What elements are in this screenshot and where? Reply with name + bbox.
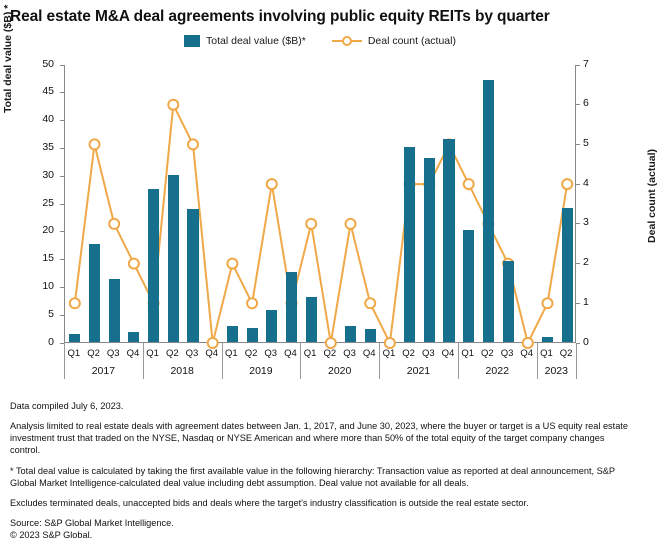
y-tickmark-left-15 [60, 259, 64, 260]
bar-2 [109, 279, 120, 342]
y-tick-left-35: 35 [42, 140, 54, 153]
year-label-2020: 2020 [328, 364, 352, 377]
y-tick-right-7: 7 [583, 57, 589, 70]
x-tick-12: Q1 [303, 347, 317, 359]
deal-count-marker-24 [543, 298, 553, 308]
y-tick-left-10: 10 [42, 279, 54, 292]
year-separator-2019 [222, 343, 223, 379]
deal-count-marker-20 [464, 179, 474, 189]
x-tick-0: Q1 [67, 347, 81, 359]
chart-legend [0, 35, 640, 47]
deal-count-marker-5 [168, 99, 178, 109]
x-tick-9: Q2 [244, 347, 258, 359]
y-tickmark-right-1 [576, 303, 580, 304]
bar-11 [286, 272, 297, 342]
year-label-2023: 2023 [544, 364, 568, 377]
year-separator-2020 [300, 343, 301, 379]
year-separator-2018 [143, 343, 144, 379]
bar-20 [463, 230, 474, 341]
bar-12 [306, 297, 317, 341]
footnote-deal-value: * Total deal value is calculated by taking the first available value in the following hierarchy: Transaction value as reported at deal announcement, S&P Global Market Intelligence-calculated deal value including debt assumption. Deal value not available for all deals. [10, 465, 615, 488]
x-tick-1: Q2 [87, 347, 100, 359]
deal-count-marker-25 [562, 179, 572, 189]
y-tickmark-right-2 [576, 263, 580, 264]
bar-22 [503, 261, 514, 342]
x-tick-8: Q1 [225, 347, 238, 359]
deal-count-marker-6 [188, 139, 198, 149]
bar-5 [168, 175, 179, 342]
y-tickmark-left-25 [60, 204, 64, 205]
bar-1 [89, 244, 100, 341]
x-tick-7: Q4 [205, 347, 219, 359]
bar-6 [187, 209, 198, 341]
year-separator-2021 [379, 343, 380, 379]
x-tick-20: Q1 [461, 347, 475, 359]
year-label-2017: 2017 [91, 364, 116, 377]
x-axis-end-tick [576, 343, 577, 379]
y-tickmark-left-30 [60, 176, 64, 177]
plot-region [64, 65, 576, 343]
y-tickmark-left-10 [60, 287, 64, 288]
x-tick-23: Q4 [520, 347, 534, 359]
x-tick-21: Q2 [481, 347, 494, 359]
deal-count-marker-1 [90, 139, 100, 149]
y-tickmark-left-20 [60, 231, 64, 232]
year-separator-2023 [537, 343, 538, 379]
y-tickmark-right-3 [576, 223, 580, 224]
footnotes [10, 400, 630, 541]
x-tick-18: Q3 [421, 347, 435, 359]
footnote-compiled: Data compiled July 6, 2023. [10, 401, 124, 411]
y-tickmark-left-40 [60, 120, 64, 121]
y-tick-right-3: 3 [583, 216, 589, 229]
deal-count-marker-14 [346, 218, 356, 228]
x-tick-13: Q2 [323, 347, 337, 359]
y-tick-left-15: 15 [42, 252, 54, 265]
y-tickmark-right-4 [576, 184, 580, 185]
bar-24 [542, 337, 553, 341]
page-title: Real estate M&A deal agreements involving public equity REITs by quarter [10, 8, 550, 25]
footnote-source: Source: S&P Global Market Intelligence. [10, 517, 174, 528]
year-label-2018: 2018 [170, 364, 194, 377]
x-tick-5: Q2 [165, 347, 179, 359]
y-tick-left-25: 25 [42, 196, 54, 209]
x-tick-6: Q3 [185, 347, 199, 359]
deal-count-marker-13 [326, 338, 336, 348]
bar-25 [562, 208, 573, 341]
deal-count-marker-16 [385, 338, 395, 348]
footnote-analysis: Analysis limited to real estate deals with agreement dates between Jan. 1, 2017, and June 30, 2023, where the buyer or target is a US equity real estate investment trust that traded on the NYSE, Nasdaq or NYSE American and where more than 50% of the total equity of the target company changes control. [10, 421, 628, 456]
y-tick-left-0: 0 [48, 335, 54, 348]
year-separator-2022 [458, 343, 459, 379]
deal-count-marker-15 [365, 298, 375, 308]
x-tick-22: Q3 [500, 347, 514, 359]
y-tick-right-6: 6 [583, 97, 589, 110]
y-tickmark-right-6 [576, 104, 580, 105]
x-axis-end-tick [64, 343, 65, 379]
x-tick-3: Q4 [126, 347, 140, 359]
year-label-2021: 2021 [406, 364, 431, 377]
legend-item-bar [184, 35, 306, 47]
y-tick-left-50: 50 [42, 57, 54, 70]
bar-8 [227, 326, 238, 342]
bar-0 [69, 334, 80, 341]
bar-9 [247, 328, 258, 342]
footnote-exclusions: Excludes terminated deals, unaccepted bids and deals where the target's industry classification is outside the real estate sector. [10, 497, 529, 508]
line-series-overlay [65, 65, 577, 343]
legend-line-label: Deal count (actual) [367, 34, 456, 47]
legend-bar-swatch [184, 35, 200, 47]
bar-19 [443, 139, 454, 342]
y-tickmark-left-5 [60, 315, 64, 316]
x-tick-2: Q3 [106, 347, 120, 359]
bar-18 [424, 158, 435, 341]
x-tick-15: Q4 [362, 347, 376, 359]
y-tickmark-right-7 [576, 65, 580, 66]
x-tick-10: Q3 [264, 347, 278, 359]
year-label-2019: 2019 [249, 364, 273, 377]
x-tick-4: Q1 [146, 347, 159, 359]
x-tick-11: Q4 [284, 347, 297, 359]
deal-count-marker-23 [523, 338, 533, 348]
bar-10 [266, 310, 277, 342]
y-tick-left-20: 20 [42, 224, 54, 237]
deal-count-marker-2 [109, 218, 119, 228]
legend-item-line [332, 35, 456, 47]
deal-count-marker-12 [306, 218, 316, 228]
deal-count-marker-7 [208, 338, 218, 348]
y-tick-left-45: 45 [42, 85, 54, 98]
y-tick-left-40: 40 [42, 113, 54, 126]
bar-14 [345, 326, 356, 342]
bar-3 [128, 332, 139, 341]
y-tick-right-5: 5 [583, 137, 589, 150]
x-tick-16: Q1 [382, 347, 396, 359]
x-tick-14: Q3 [343, 347, 356, 359]
legend-line-marker [332, 35, 362, 47]
x-tick-19: Q4 [441, 347, 455, 359]
y-tick-left-5: 5 [48, 307, 54, 320]
deal-count-marker-8 [227, 258, 237, 268]
y-tick-right-1: 1 [583, 295, 589, 308]
y-axis-left-label: Total deal value ($B) * [2, 4, 14, 113]
legend-bar-label: Total deal value ($B)* [206, 34, 306, 47]
bar-17 [404, 147, 415, 342]
y-tick-left-30: 30 [42, 168, 54, 181]
footnote-copyright: © 2023 S&P Global. [10, 530, 93, 541]
deal-count-marker-0 [70, 298, 80, 308]
y-axis-right-label: Deal count (actual) [646, 148, 658, 243]
deal-count-marker-10 [267, 179, 277, 189]
year-label-2022: 2022 [485, 364, 509, 377]
x-tick-25: Q2 [559, 347, 573, 359]
y-tick-right-2: 2 [583, 256, 589, 269]
y-tickmark-left-45 [60, 92, 64, 93]
deal-count-marker-9 [247, 298, 257, 308]
y-tickmark-right-5 [576, 144, 580, 145]
y-tick-right-4: 4 [583, 176, 589, 189]
bar-4 [148, 189, 159, 342]
y-tickmark-left-35 [60, 148, 64, 149]
x-tick-24: Q1 [540, 347, 553, 359]
bar-15 [365, 329, 376, 341]
y-tick-right-0: 0 [583, 335, 589, 348]
deal-count-marker-3 [129, 258, 139, 268]
x-tick-17: Q2 [402, 347, 415, 359]
bar-21 [483, 80, 494, 341]
y-tickmark-left-50 [60, 65, 64, 66]
